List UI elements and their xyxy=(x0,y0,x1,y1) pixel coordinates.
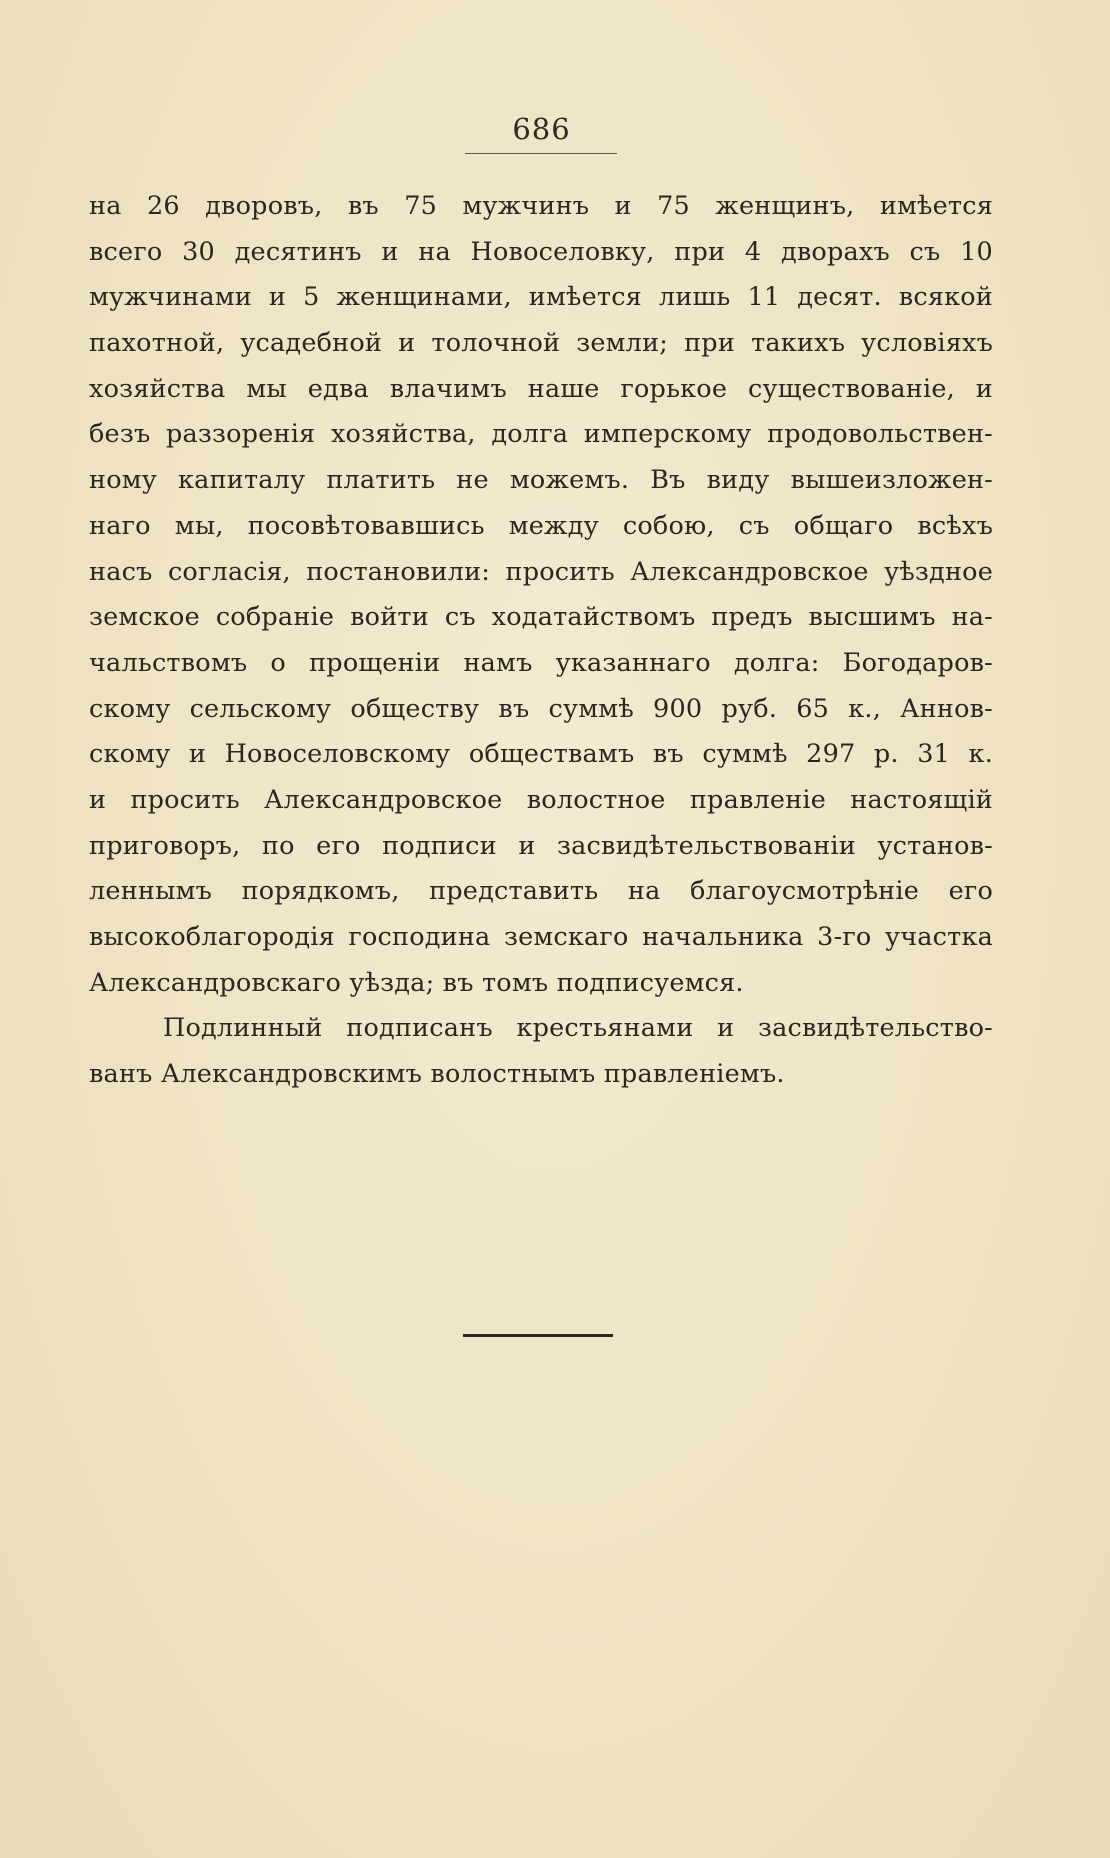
paragraph-1 xyxy=(89,184,993,1006)
text-line: всего 30 десятинъ и на Новоселовку, при 4 дворахъ съ 10 xyxy=(89,236,993,267)
text-line: Подлинный подписанъ крестьянами и засвидѣтельство- xyxy=(163,1013,993,1044)
text-line: приговоръ, по его подписи и засвидѣтельствованіи установ- xyxy=(89,830,993,861)
text-line: мужчинами и 5 женщинами, имѣется лишь 11 десят. всякой xyxy=(89,282,993,313)
body-text xyxy=(89,184,993,1098)
text-line: безъ раззоренія хозяйства, долга имперскому продовольствен- xyxy=(89,419,993,450)
text-line: насъ согласія, постановили: просить Александровское уѣздное xyxy=(89,556,993,587)
text-line: ному капиталу платить не можемъ. Въ виду вышеизложен- xyxy=(89,465,993,496)
text-line: земское собраніе войти съ ходатайствомъ предъ высшимъ на- xyxy=(89,602,993,633)
text-line: хозяйства мы едва влачимъ наше горькое существованіе, и xyxy=(89,373,993,404)
page-number: 686 xyxy=(512,112,571,146)
text-line: леннымъ порядкомъ, представить на благоусмотрѣніе его xyxy=(89,876,993,907)
end-rule xyxy=(463,1334,613,1337)
text-line: наго мы, посовѣтовавшись между собою, съ общаго всѣхъ xyxy=(89,510,993,541)
page-number-rule xyxy=(465,153,617,154)
text-line: Александровскаго уѣзда; въ томъ подписуемся. xyxy=(89,967,744,998)
text-line: на 26 дворовъ, въ 75 мужчинъ и 75 женщинъ, имѣется xyxy=(89,191,993,221)
paragraph-2 xyxy=(89,1006,993,1097)
text-line: ванъ Александровскимъ волостнымъ правленіемъ. xyxy=(89,1059,785,1090)
text-line: пахотной, усадебной и толочной земли; при такихъ условіяхъ xyxy=(89,328,993,359)
text-line: скому сельскому обществу въ суммѣ 900 руб. 65 к., Аннов- xyxy=(89,693,993,724)
text-line: скому и Новоселовскому обществамъ въ суммѣ 297 р. 31 к. xyxy=(89,739,993,770)
text-line: высокоблагородія господина земскаго начальника 3-го участка xyxy=(89,922,993,952)
text-line: чальствомъ о прощеніи намъ указаннаго долга: Богодаров- xyxy=(89,647,993,678)
text-line: и просить Александровское волостное правленіе настоящій xyxy=(89,784,993,815)
